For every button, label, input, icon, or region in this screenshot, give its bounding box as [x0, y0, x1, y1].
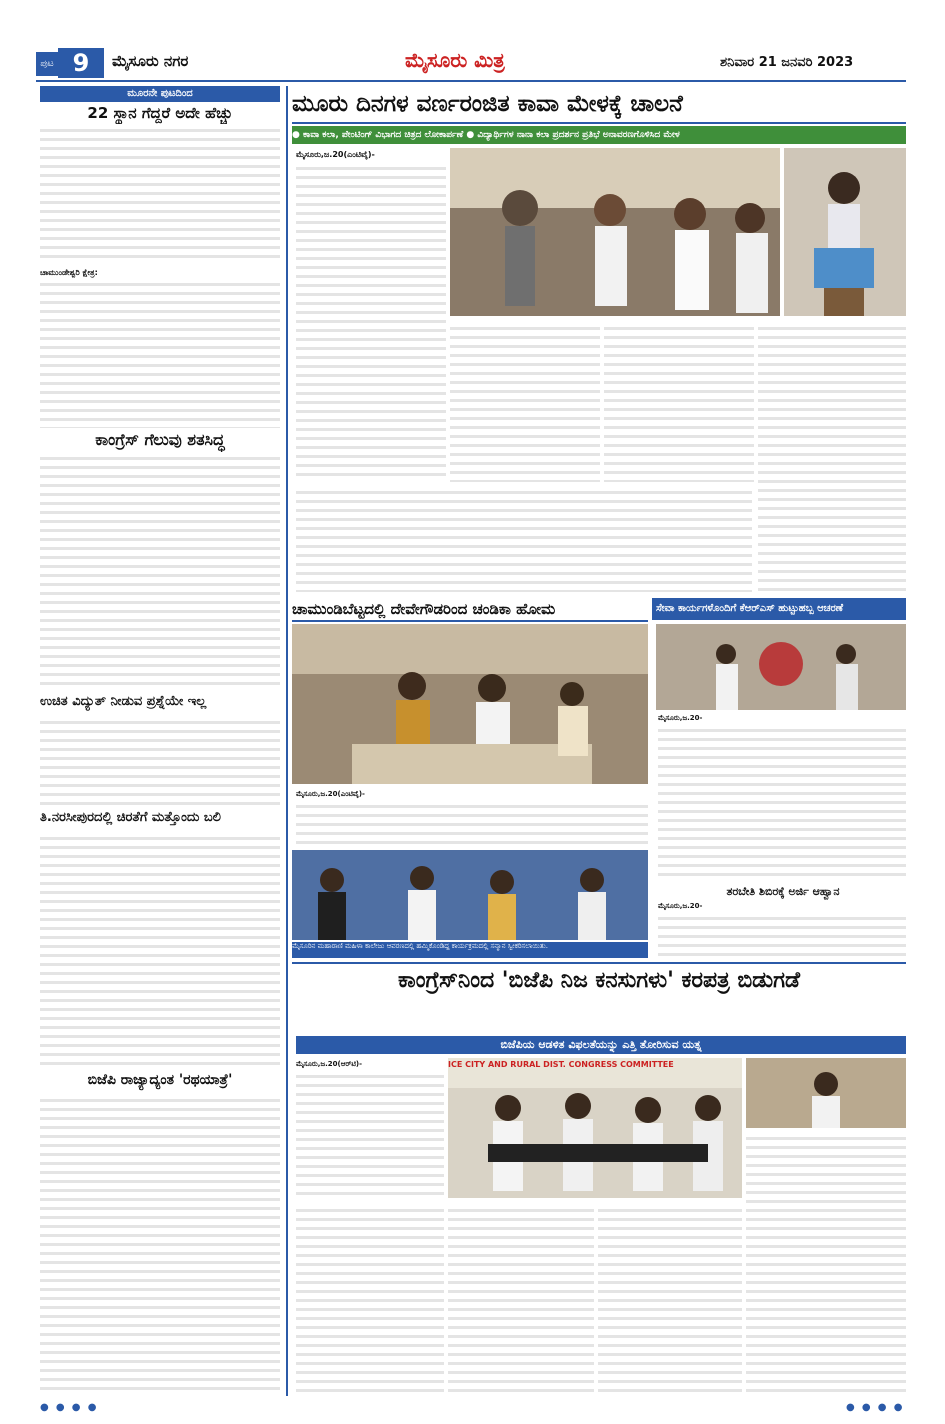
chamundi-body — [296, 800, 648, 846]
kava-photo-main-image — [450, 148, 780, 316]
kava-body-col2 — [450, 322, 600, 482]
congress-dateline: ಮೈಸೂರು,ಜ.20(ಆರ್‌ಟಿ)- — [296, 1060, 363, 1068]
ceremony-caption: ಮೈಸೂರಿನ ಮಹಾರಾಣಿ ಮಹಿಳಾ ಕಾಲೇಜು ಆವರಣದಲ್ಲಿ ಹಮ್ಮಿಕೊಂಡಿದ್ದ ಕಾರ್ಯಕ್ರಮದಲ್ಲಿ ಸನ್ಮಾನ ಸ್ವೀಕರಿಸಲಾಯಿತು. — [292, 942, 648, 958]
left-headline-5: ಬಿಜೆಪಿ ರಾಜ್ಯಾದ್ಯಂತ 'ರಥಯಾತ್ರೆ' — [87, 1072, 233, 1088]
congress-body-col1 — [296, 1070, 444, 1200]
left-headline-4: ತಿ.ನರಸೀಪುರದಲ್ಲಿ ಚಿರತೆಗೆ ಮತ್ತೊಂದು ಬಲಿ — [40, 810, 221, 825]
congress-body-col5 — [598, 1204, 742, 1396]
left-headline-1: 22 ಸ್ಥಾನ ಗೆದ್ದರೆ ಅದೇ ಹೆಚ್ಚು — [87, 104, 233, 122]
chamundi-photo — [292, 624, 648, 784]
page-number: 9 — [58, 48, 104, 78]
left-body-6 — [40, 1094, 280, 1394]
kava-photo-main — [450, 148, 780, 316]
seva-body — [658, 724, 906, 880]
chamundi-headline: ಚಾಮುಂಡಿಬೆಟ್ಟದಲ್ಲಿ ದೇವೇಗೌಡರಿಂದ ಚಂಡಿಕಾ ಹೋಮ — [292, 598, 648, 622]
left-body-1 — [40, 124, 280, 264]
congress-photo-side — [746, 1058, 906, 1128]
registration-marks-left: ● ● ● ● — [40, 1402, 99, 1413]
congress-body-col2 — [746, 1132, 906, 1396]
chamundi-dateline: ಮೈಸೂರು,ಜ.20(ಎಂಟಿವೈ)- — [296, 790, 365, 798]
left-body-4 — [40, 716, 280, 806]
seva-photo-image — [656, 624, 906, 710]
registration-marks-right: ● ● ● ● — [846, 1402, 905, 1413]
kava-body-col3 — [604, 322, 754, 482]
congress-body-col3 — [296, 1204, 444, 1396]
page-label: ಪುಟ — [36, 52, 58, 76]
kava-headline: ಮೂರು ದಿನಗಳ ವರ್ಣರಂಜಿತ ಕಾವಾ ಮೇಳಕ್ಕೆ ಚಾಲನೆ — [292, 86, 906, 124]
kava-photo-side — [784, 148, 906, 316]
congress-photo — [448, 1058, 742, 1198]
congress-subhead: ಬಿಜೆಪಿಯ ಆಡಳಿತ ವಿಫಲತೆಯನ್ನು ಎತ್ತಿ ತೋರಿಸುವ ಯತ್ನ — [296, 1036, 906, 1054]
training-body — [658, 912, 906, 958]
kava-strap: ● ಕಾವಾ ಕಲಾ, ಪೇಂಟಿಂಗ್ ವಿಭಾಗದ ಚಿತ್ರದ ಲೋಕಾರ್ಪಣೆ ● ವಿದ್ಯಾರ್ಥಿಗಳ ನಾನಾ ಕಲಾ ಪ್ರದರ್ಶನ ಪ್ರತಿಭೆ ಅನಾವರಣಗೊಳಿಸಿದ ಮೇಳ — [292, 126, 906, 144]
training-dateline: ಮೈಸೂರು,ಜ.20- — [658, 902, 703, 910]
congress-banner: ICE CITY AND RURAL DIST. CONGRESS COMMITTEE — [448, 1060, 674, 1069]
kava-dateline: ಮೈಸೂರು,ಜ.20(ಎಂಟಿವೈ)- — [296, 150, 375, 159]
header-rule — [36, 80, 906, 82]
left-body-5 — [40, 832, 280, 1068]
congress-headline: ಕಾಂಗ್ರೆಸ್‌ನಿಂದ 'ಬಿಜೆಪಿ ನಿಜ ಕನಸುಗಳು' ಕರಪತ್ರ ಬಿಡುಗಡೆ — [292, 962, 906, 998]
left-body-2 — [40, 278, 280, 428]
congress-photo-image — [448, 1058, 742, 1198]
masthead: ಮೈಸೂರು ಮಿತ್ರ — [405, 48, 505, 72]
training-headline: ತರಬೇತಿ ಶಿಬಿರಕ್ಕೆ ಅರ್ಜಿ ಆಹ್ವಾನ — [726, 885, 840, 898]
congress-body-col4 — [448, 1204, 594, 1396]
column-divider — [286, 86, 288, 1396]
left-headline-3: ಉಚಿತ ವಿದ್ಯುತ್ ನೀಡುವ ಪ್ರಶ್ನೆಯೇ ಇಲ್ಲ — [40, 694, 207, 709]
seva-dateline: ಮೈಸೂರು,ಜ.20- — [658, 714, 703, 722]
ceremony-photo — [292, 850, 648, 940]
congress-photo-side-image — [746, 1058, 906, 1128]
chamundi-photo-image — [292, 624, 648, 784]
continued-label: ಮೂರನೇ ಪುಟದಿಂದ — [40, 86, 280, 102]
kava-body-col4 — [758, 322, 906, 592]
section-title: ಮೈಸೂರು ನಗರ — [112, 52, 189, 70]
left-headline-2: ಕಾಂಗ್ರೆಸ್ ಗೆಲುವು ಶತಸಿದ್ಧ — [95, 430, 225, 449]
issue-date: ಶನಿವಾರ 21 ಜನವರಿ 2023 — [720, 55, 854, 70]
left-body-3 — [40, 452, 280, 690]
kava-body-col5 — [296, 486, 752, 592]
kava-photo-side-image — [784, 148, 906, 316]
kava-body-col1 — [296, 162, 446, 482]
left-subhead-a: ಚಾಮುಂಡೇಶ್ವರಿ ಕ್ಷೇತ್ರ: — [40, 268, 98, 277]
seva-headline: ಸೇವಾ ಕಾರ್ಯಗಳೊಂದಿಗೆ ಕೆಆರ್‌ಎಸ್ ಹುಟ್ಟುಹಬ್ಬ ಆಚರಣೆ — [652, 598, 906, 620]
ceremony-photo-image — [292, 850, 648, 940]
seva-photo — [656, 624, 906, 710]
